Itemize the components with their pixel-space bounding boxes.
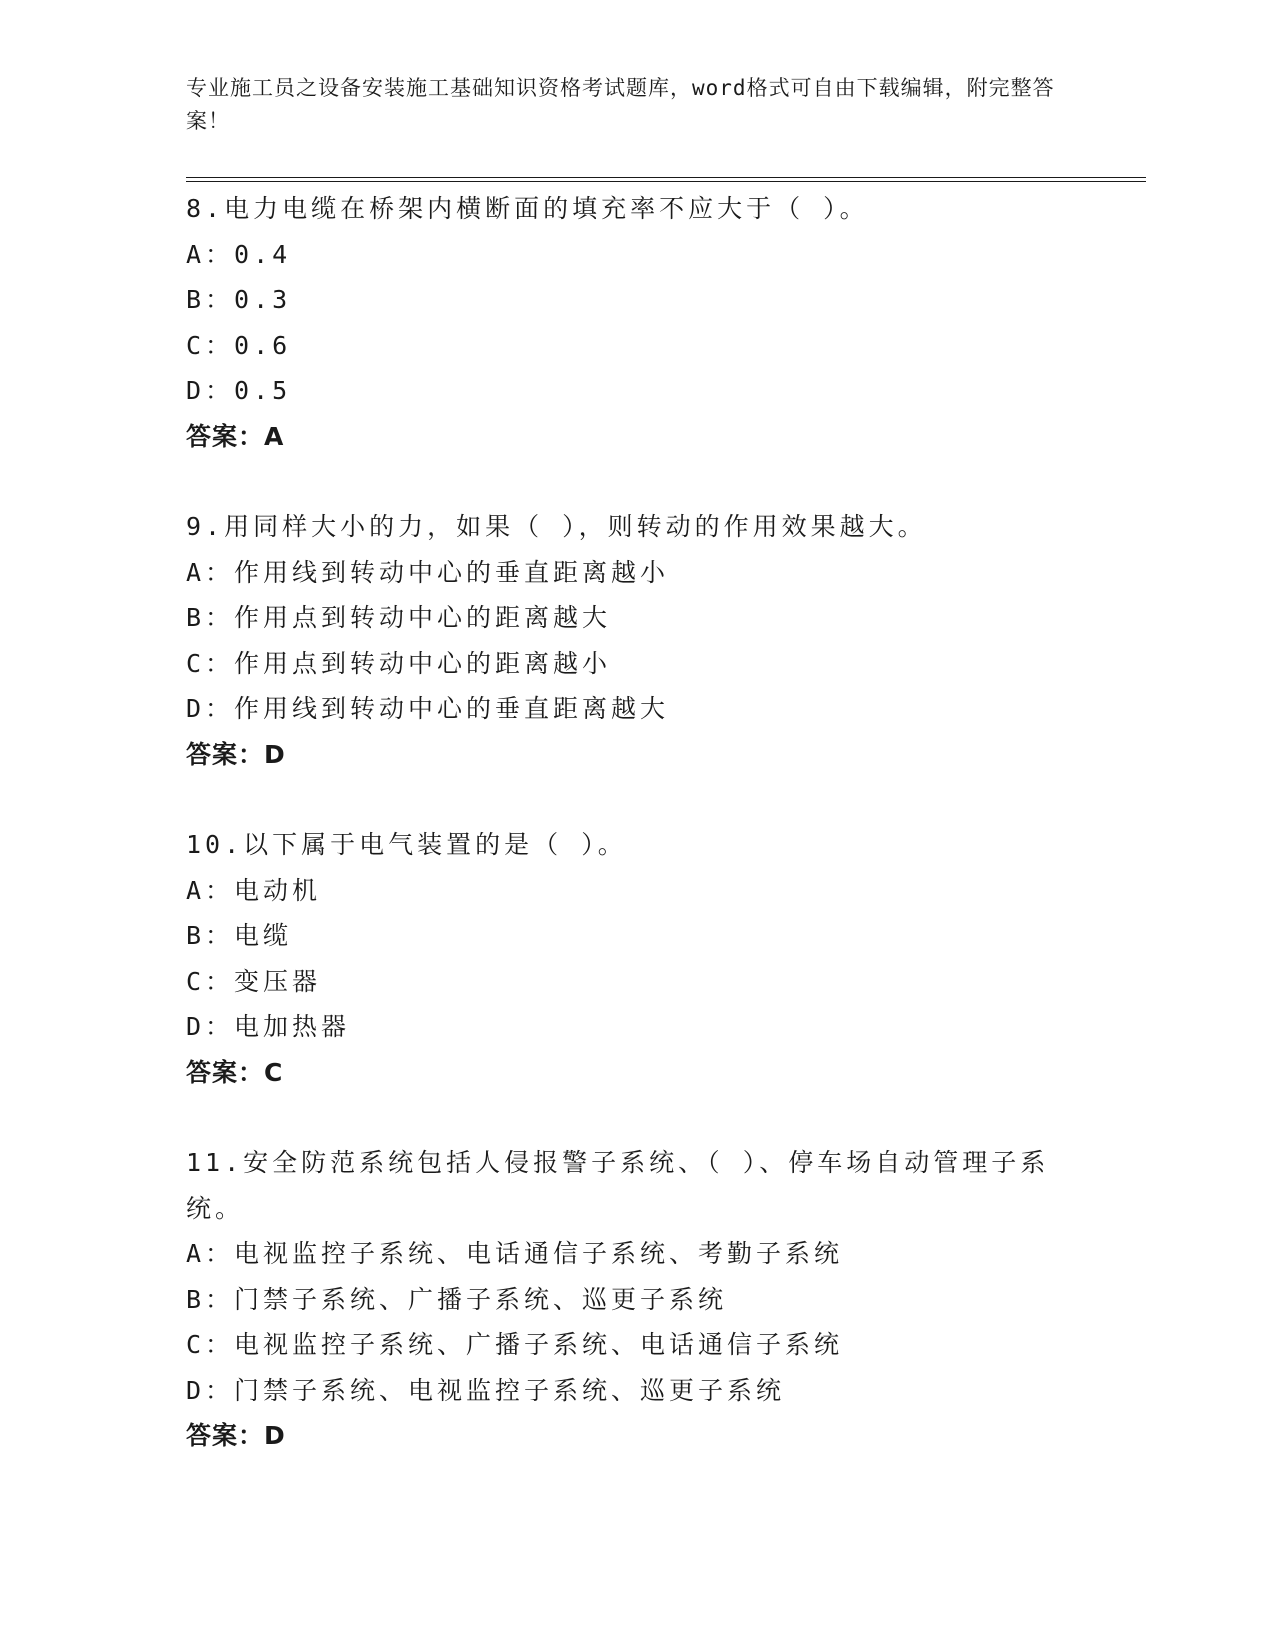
question-stem: 11.安全防范系统包括人侵报警子系统、（ ）、停车场自动管理子系统。 (186, 1148, 1050, 1223)
option-c: C：作用点到转动中心的距离越小 (186, 648, 612, 678)
option-d: D：0.5 (186, 376, 292, 405)
question-item (186, 504, 1066, 777)
question-item (186, 1140, 1066, 1459)
answer-line: 答案：C (186, 1057, 284, 1087)
question-item (186, 822, 1066, 1095)
question-stem: 10.以下属于电气装置的是（ ）。 (186, 830, 627, 859)
option-b: B：作用点到转动中心的距离越大 (186, 603, 612, 632)
option-a: A：电视监控子系统、电话通信子系统、考勤子系统 (186, 1239, 844, 1268)
answer-line: 答案：D (186, 1421, 286, 1450)
option-a: A：电动机 (186, 875, 322, 905)
document-header: 专业施工员之设备安装施工基础知识资格考试题库，word格式可自由下载编辑，附完整答案！ (186, 76, 1055, 133)
question-item (186, 186, 1066, 459)
option-b: B：0.3 (186, 285, 292, 314)
option-b: B：门禁子系统、广播子系统、巡更子系统 (186, 1284, 728, 1314)
option-d: D：门禁子系统、电视监控子系统、巡更子系统 (186, 1375, 786, 1405)
option-b: B：电缆 (186, 921, 293, 950)
option-a: A：作用线到转动中心的垂直距离越小 (186, 557, 670, 587)
question-list (186, 186, 1066, 1504)
question-stem: 9.用同样大小的力，如果（ ），则转动的作用效果越大。 (186, 512, 927, 541)
option-c: C：0.6 (186, 330, 292, 360)
option-d: D：电加热器 (186, 1012, 351, 1041)
option-a: A：0.4 (186, 239, 292, 269)
answer-line: 答案：A (186, 421, 285, 451)
answer-line: 答案：D (186, 739, 286, 769)
option-d: D：作用线到转动中心的垂直距离越大 (186, 694, 670, 723)
option-c: C：变压器 (186, 966, 322, 996)
question-stem: 8.电力电缆在桥架内横断面的填充率不应大于（ ）。 (186, 194, 869, 223)
header-divider (186, 177, 1146, 182)
option-c: C：电视监控子系统、广播子系统、电话通信子系统 (186, 1330, 844, 1359)
